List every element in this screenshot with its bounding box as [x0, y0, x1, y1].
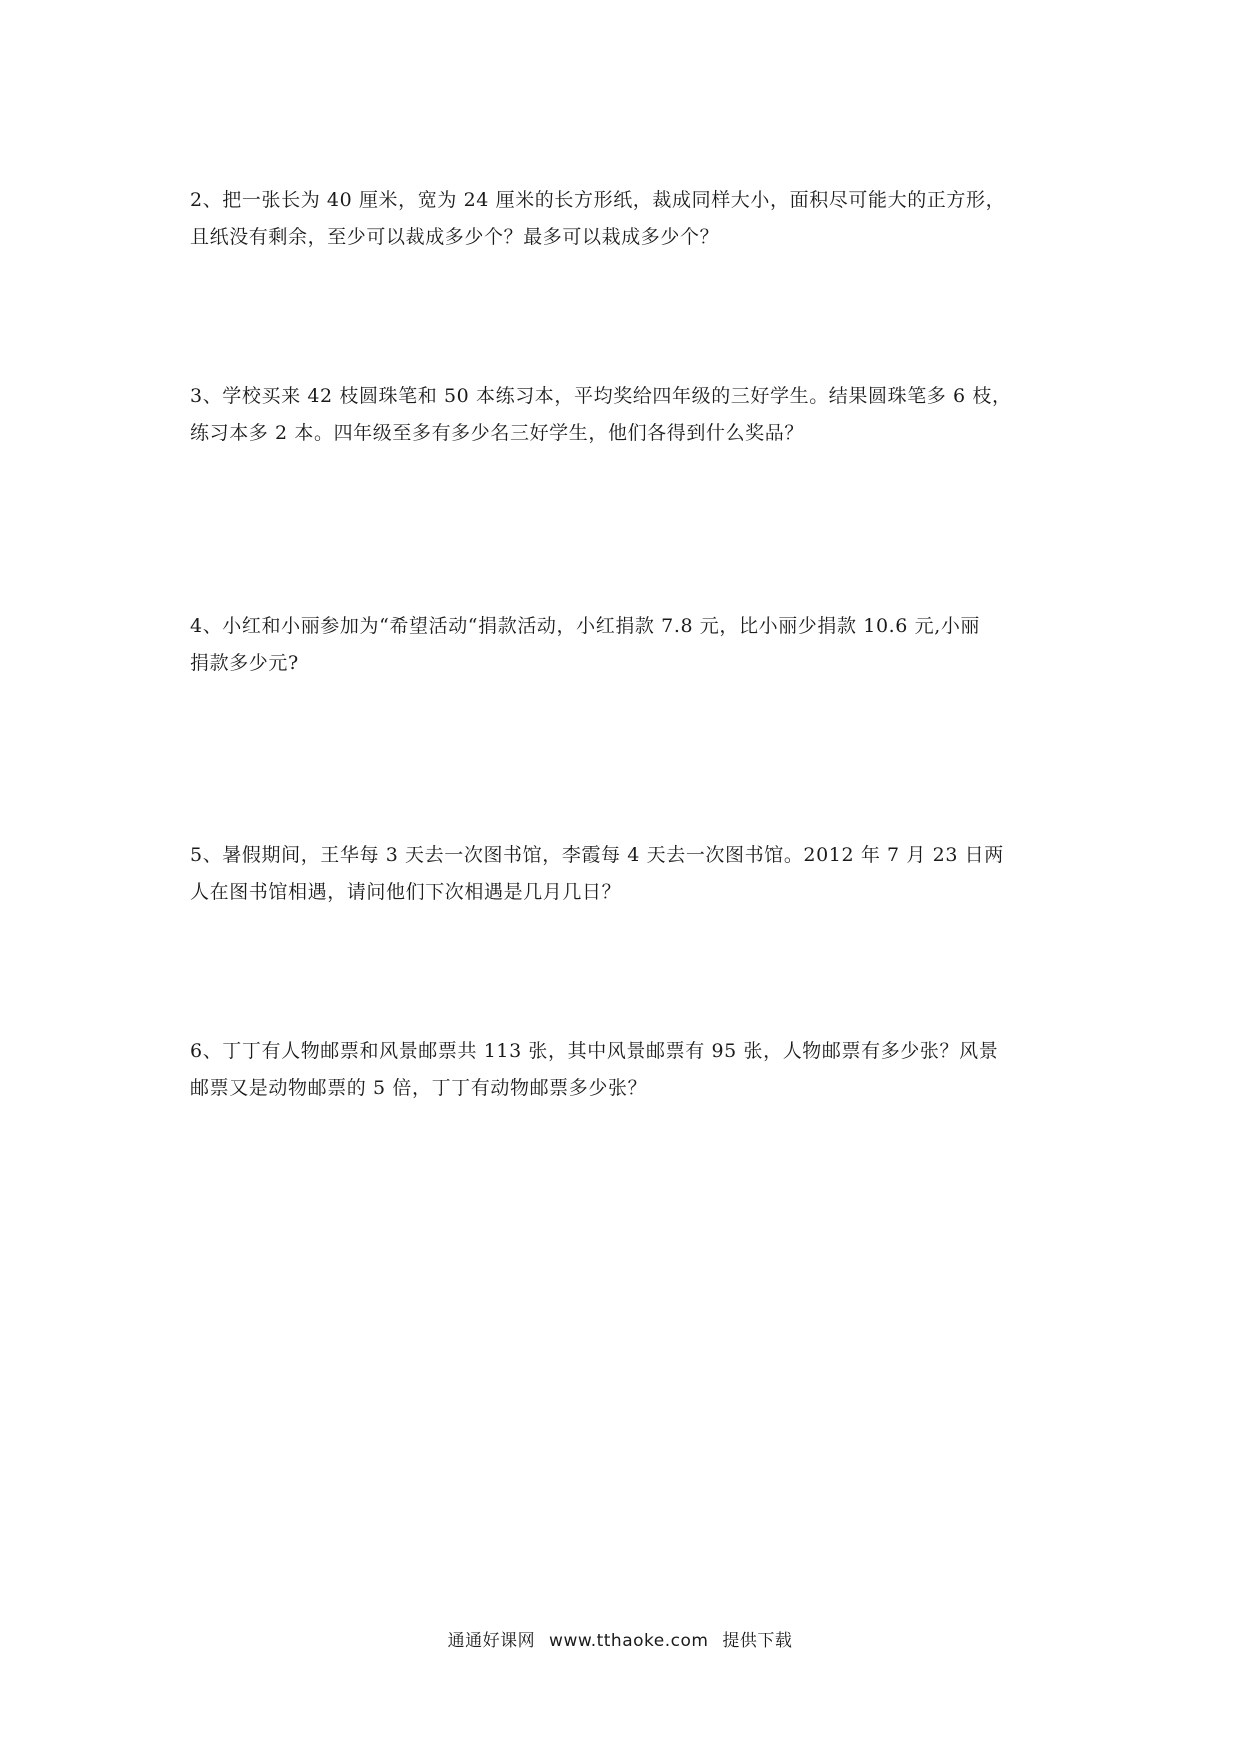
problem-3 — [190, 378, 1070, 452]
problem-5-line-2: 人在图书馆相遇，请问他们下次相遇是几月几日？ — [190, 881, 622, 903]
problem-2 — [190, 182, 1070, 256]
problem-4 — [190, 608, 1070, 682]
problem-3-line-2: 练习本多 2 本。四年级至多有多少名三好学生，他们各得到什么奖品？ — [190, 422, 804, 444]
problem-6 — [190, 1033, 1070, 1107]
problem-6-line-1: 6、丁丁有人物邮票和风景邮票共 113 张，其中风景邮票有 95 张，人物邮票有多少张？风景 — [190, 1040, 999, 1062]
problem-4-line-1: 4、小红和小丽参加为“希望活动“捐款活动，小红捐款 7.8 元，比小丽少捐款 10.6 元,小丽 — [190, 615, 981, 637]
footer-action-text: 提供下载 — [722, 1631, 793, 1651]
page-footer — [0, 1626, 1240, 1651]
problem-4-line-2: 捐款多少元? — [190, 652, 299, 674]
footer-site-name: 通通好课网 — [447, 1631, 536, 1651]
problem-3-line-1: 3、学校买来 42 枝圆珠笔和 50 本练习本，平均奖给四年级的三好学生。结果圆珠笔多 6 枝， — [190, 385, 1012, 407]
problem-5-line-1: 5、暑假期间，王华每 3 天去一次图书馆，李霞每 4 天去一次图书馆。2012 年 7 月 23 日两 — [190, 844, 1004, 866]
problem-2-line-2: 且纸没有剩余，至少可以裁成多少个？最多可以栽成多少个？ — [190, 226, 720, 248]
problem-5 — [190, 837, 1070, 911]
problem-6-line-2: 邮票又是动物邮票的 5 倍，丁丁有动物邮票多少张？ — [190, 1077, 648, 1099]
problem-2-line-1: 2、把一张长为 40 厘米，宽为 24 厘米的长方形纸，裁成同样大小，面积尽可能大的正方形， — [190, 189, 1006, 211]
footer-url-link[interactable]: www.tthaoke.com — [549, 1631, 709, 1651]
